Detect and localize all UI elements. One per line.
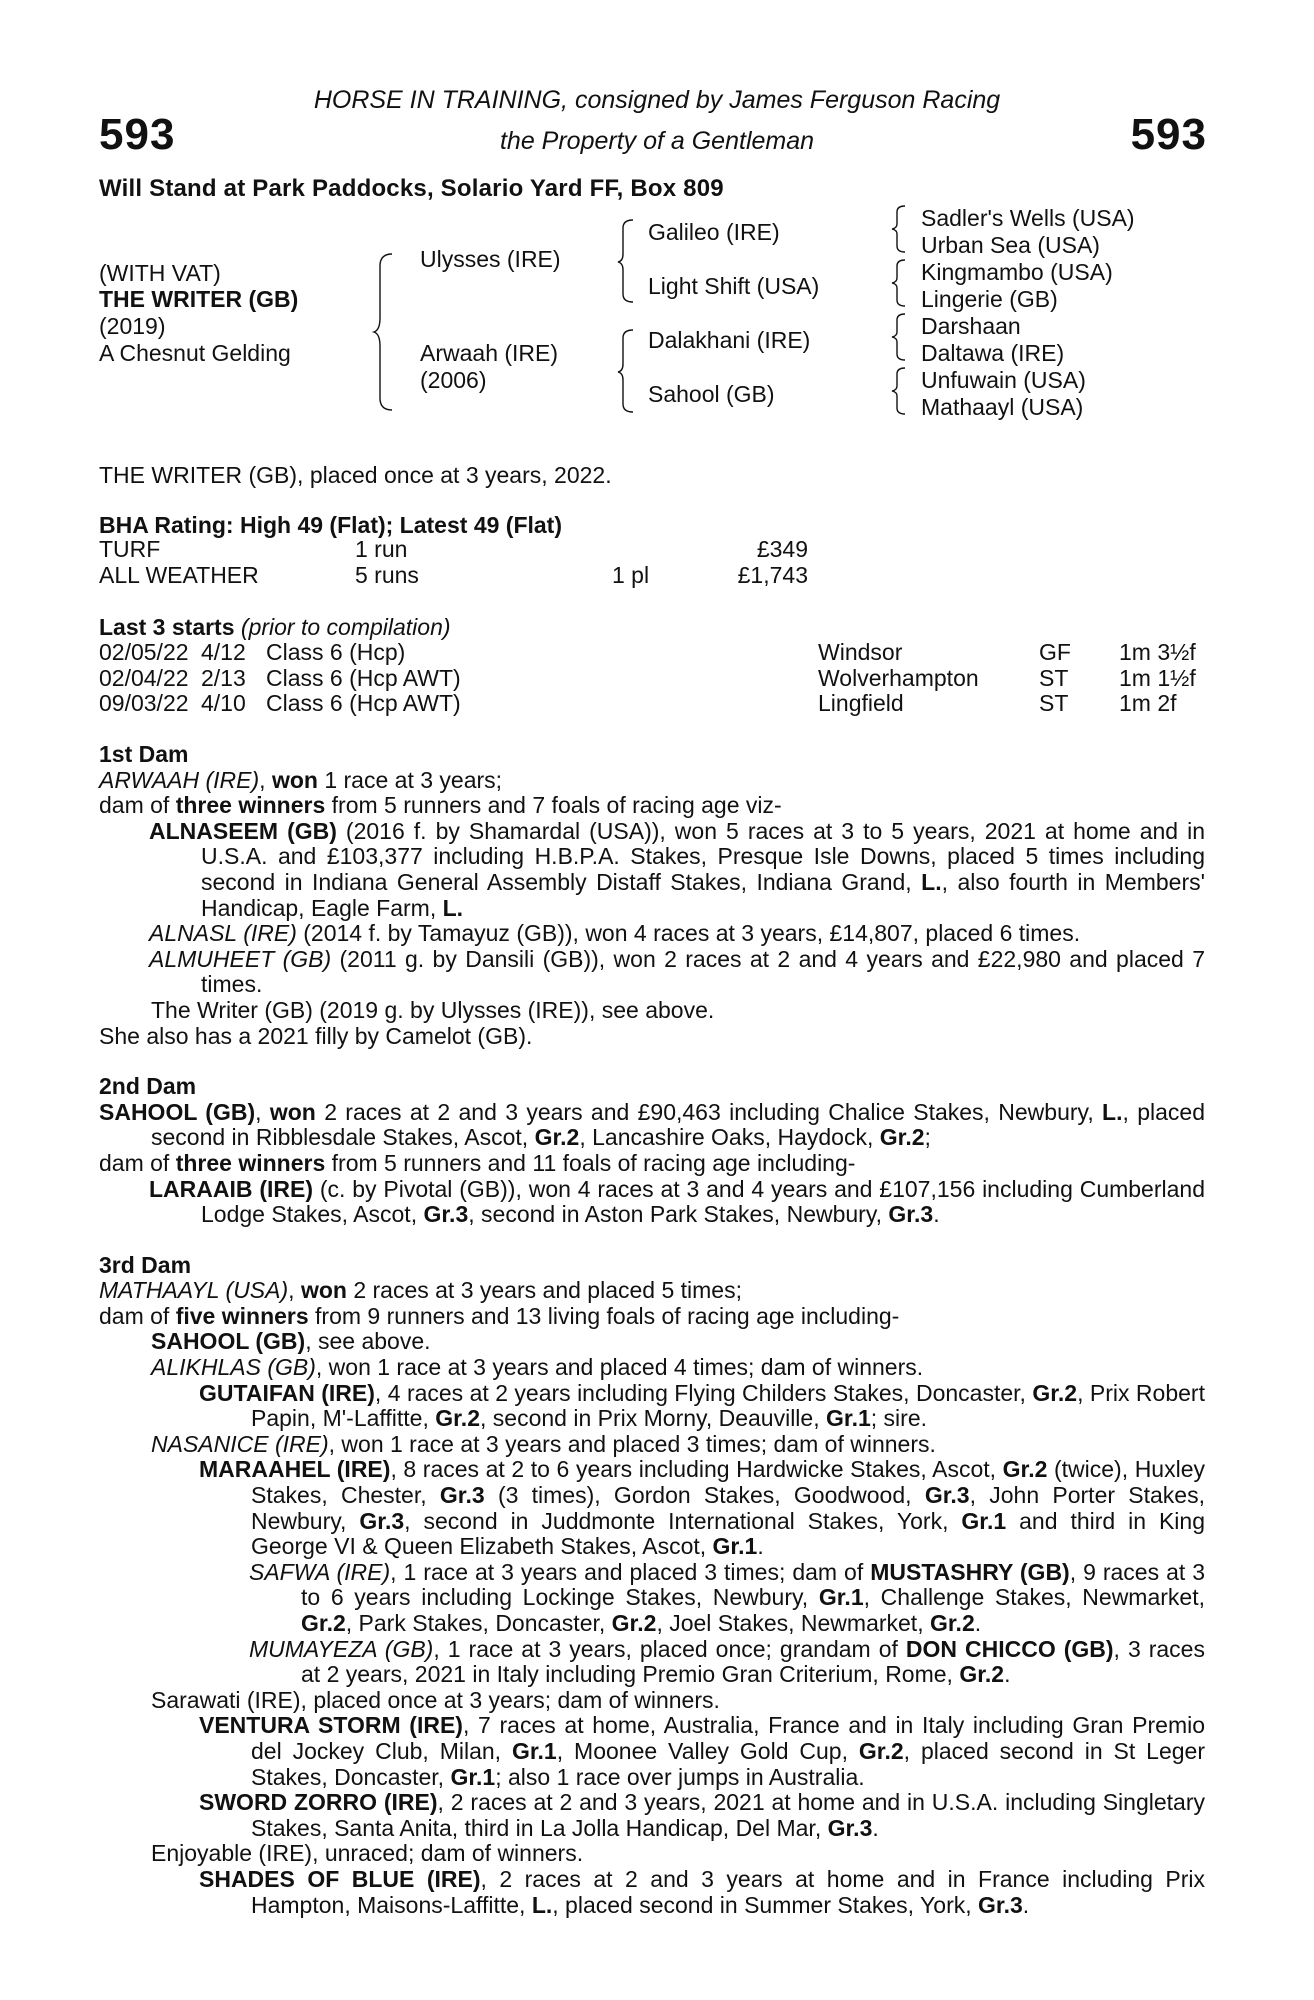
second-dam-line: SAHOOL (GB), won 2 races at 2 and 3 years and £90,463 including Chalice Stakes, Newbury, L., placed second in Ribblesdale Stakes, Ascot, Gr.2, Lancashire Oaks, Haydock, Gr.2; [99,1098,1205,1151]
produce-enjoyable: Enjoyable (IRE), unraced; dam of winners. [151,1840,584,1867]
group-label: Gr.2 [1032,1379,1078,1406]
produce-alnaseem [99,819,1205,921]
ventura-text: , Moonee Valley Gold Cup, [556,1737,859,1764]
group-label: Gr.3 [423,1201,469,1228]
going-cell: ST [1039,690,1069,717]
produce-rest: from 9 runners and 13 living foals of racing age including- [308,1302,900,1329]
group-label: Gr.3 [978,1891,1023,1918]
safwa-text: , Challenge Stakes, Newmarket, [863,1584,1205,1611]
group-label: Gr.2 [858,1737,904,1764]
surface-cell: ALL WEATHER [99,561,259,588]
pedigree-brace-g4 [890,366,908,416]
earnings-table [99,537,808,588]
second-dam-text4: ; [924,1124,931,1151]
produce-sahool [99,1329,1205,1355]
consignment-line: HORSE IN TRAINING, consigned by James Ferguson Racing [313,86,1001,114]
first-dam-name: ARWAAH (IRE) [99,766,260,793]
produce-prefix: dam of [99,1149,176,1176]
second-dam-text2: , placed second in Ribblesdale Stakes, Ascot, [151,1098,1205,1151]
gutaifan-text4: ; sire. [870,1405,927,1432]
gutaifan-text3: , second in Prix Morny, Deauville, [480,1405,826,1432]
first-dam-produce [99,793,1205,819]
third-dam-produce [99,1304,1205,1330]
position-cell: 4/10 [201,690,246,717]
group-label: Gr.3 [827,1814,873,1841]
group-label: Gr.3 [439,1482,485,1509]
maraahel-text: , 8 races at 2 to 6 years including Hardwicke Stakes, Ascot, [390,1456,1003,1483]
winners-count: three winners [175,1149,326,1176]
going-cell: ST [1039,664,1069,691]
group-label: Gr.3 [359,1507,405,1534]
produce-alikhlas [99,1355,1205,1381]
sire: Ulysses (IRE) [420,246,561,272]
group-label: Gr.2 [301,1610,346,1636]
ancestor-1: Sadler's Wells (USA) [921,205,1135,231]
last-starts-table [99,640,1196,717]
second-dam-text3: , Lancashire Oaks, Haydock, [579,1124,880,1151]
group-label: Gr.1 [712,1533,758,1560]
produce-prefix: dam of [99,792,176,819]
race-summary: THE WRITER (GB), placed once at 3 years, 2022. [99,462,612,488]
maraahel-text: (twice), Huxley Stakes, Chester, [251,1456,1205,1509]
second-dam-produce [99,1151,1205,1177]
first-dam-record: 1 race at 3 years; [317,766,503,793]
produce-nasanice [99,1432,1205,1458]
winners-count: three winners [175,792,326,819]
shades-text: , 2 races at 2 and 3 years at home and in France including Prix Hampton, Maisons-Laffitte, [251,1865,1205,1918]
pedigree-brace-sire [616,218,636,304]
race-cell: Class 6 (Hcp AWT) [266,664,461,691]
last-starts-subtitle: (prior to compilation) [240,614,451,640]
produce-gutaifan [99,1381,1205,1432]
ventura-text: , placed second in St Leger Stakes, Doncaster, [251,1737,1205,1790]
group-label: Gr.1 [826,1405,871,1432]
lot-number-left: 593 [99,110,176,159]
sentence-end: . [933,1201,940,1228]
group-label: Gr.2 [435,1405,480,1432]
ancestor-8: Mathaayl (USA) [921,394,1084,420]
date-cell: 02/05/22 [99,639,189,665]
position-cell: 2/13 [201,664,246,691]
table-row [99,691,1196,717]
produce-ventura-storm [99,1713,1205,1790]
last-starts-title: Last 3 starts [99,614,235,640]
group-label: Gr.2 [959,1661,1005,1688]
sentence-end: . [1022,1891,1030,1918]
second-dam-name: SAHOOL (GB) [99,1098,256,1125]
produce-sarawati: Sarawati (IRE), placed once at 3 years; dam of winners. [151,1686,720,1713]
mumayeza-text: , 3 races at 2 years, 2021 in Italy including Premio Gran Criterium, Rome, [301,1635,1205,1688]
group-label: Gr.3 [924,1482,970,1509]
maraahel-text: , John Porter Stakes, Newbury, [251,1482,1205,1534]
alnaseem-text2: , also fourth in Members' Handicap, Eagle Farm, [201,868,1205,921]
listed-label: L. [1102,1098,1123,1125]
sentence-end: . [757,1533,764,1560]
group-label: Gr.1 [450,1763,496,1790]
pedigree-brace-g2 [890,258,908,308]
group-label: Gr.2 [929,1610,975,1636]
going-cell: GF [1039,639,1071,665]
ancestor-6: Daltawa (IRE) [921,340,1065,366]
sire-sire: Galileo (IRE) [648,219,780,245]
horse-year: (2019) [99,313,166,339]
pedigree-brace-dam [616,328,636,414]
don-chicco-name: DON CHICCO (GB) [905,1635,1114,1662]
produce-almuheet [99,947,1205,998]
ancestor-3: Kingmambo (USA) [921,259,1113,285]
maraahel-text: (3 times), Gordon Stakes, Goodwood, [484,1482,925,1509]
bha-rating: BHA Rating: High 49 (Flat); Latest 49 (Flat) [99,512,562,538]
group-label: Gr.2 [611,1610,657,1636]
gutaifan-name: GUTAIFAN (IRE) [199,1379,375,1406]
course-cell: Wolverhampton [818,664,979,691]
produce-prefix: dam of [99,1302,176,1329]
surface-cell: TURF [99,536,161,562]
date-cell: 02/04/22 [99,664,189,691]
ventura-text: , 7 races at home, Australia, France and in Italy including Gran Premio del Jockey Club, Milan, [251,1712,1205,1764]
pedigree-brace-g3 [890,312,908,362]
runs-cell: 5 runs [355,561,419,588]
produce-safwa [99,1560,1205,1637]
third-dam-name: MATHAAYL (USA) [99,1277,289,1304]
race-cell: Class 6 (Hcp AWT) [266,690,461,717]
mustashry-name: MUSTASHRY (GB) [870,1558,1070,1585]
sahool-text: , see above. [305,1328,431,1355]
almuheet-name: ALMUHEET (GB) [149,945,332,972]
laraaib-name: LARAAIB (IRE) [149,1175,313,1202]
group-label: Gr.1 [961,1507,1007,1534]
distance-cell: 1m 3½f [1119,639,1196,665]
mumayeza-name: MUMAYEZA (GB) [249,1635,434,1662]
alikhlas-text: , won 1 race at 3 years and placed 4 times; dam of winners. [315,1354,924,1381]
sword-zorro-name: SWORD ZORRO (IRE) [199,1789,438,1816]
sentence-end: . [974,1610,982,1636]
shades-of-blue-name: SHADES OF BLUE (IRE) [199,1865,481,1892]
shades-text: , placed second in Summer Stakes, York, [552,1891,979,1918]
horse-description: A Chesnut Gelding [99,340,291,366]
first-dam-title: 1st Dam [99,741,189,767]
placed-cell [612,537,702,563]
safwa-text: , 1 race at 3 years and placed 3 times; dam of [390,1558,871,1585]
vat-label: (WITH VAT) [99,260,221,286]
third-dam-title: 3rd Dam [99,1251,192,1278]
position-cell: 4/12 [201,639,246,665]
runs-cell: 1 run [355,536,408,562]
produce-shades-of-blue [99,1867,1205,1918]
gutaifan-text: , 4 races at 2 years including Flying Childers Stakes, Doncaster, [374,1379,1033,1406]
produce-the-writer: The Writer (GB) (2019 g. by Ulysses (IRE)), see above. [151,996,715,1023]
mumayeza-text: , 1 race at 3 years, placed once; grandam of [433,1635,906,1662]
group-label: Gr.1 [511,1737,557,1764]
ancestor-4: Lingerie (GB) [921,286,1058,312]
second-dam-title: 2nd Dam [99,1073,197,1100]
dam: Arwaah (IRE) [420,340,559,366]
group-label: Gr.2 [534,1124,580,1151]
earnings-cell: £349 [756,536,808,562]
produce-rest: from 5 runners and 11 foals of racing age including- [325,1149,856,1176]
last-starts-heading [99,614,451,641]
pedigree-brace-main [372,252,396,412]
group-label: Gr.1 [818,1584,864,1611]
stand-location: Will Stand at Park Paddocks, Solario Yard FF, Box 809 [99,175,724,202]
alnasl-text: (2014 f. by Tamayuz (GB)), won 4 races at 3 years, £14,807, placed 6 times. [296,920,1081,947]
pedigree-brace-g1 [890,204,908,254]
earnings-cell: £1,743 [737,561,808,588]
dam-sire: Dalakhani (IRE) [648,327,811,353]
family-body [99,742,1205,1918]
nasanice-text: , won 1 race at 3 years and placed 3 times; dam of winners. [328,1430,936,1457]
won-label: won [300,1277,347,1304]
produce-rest: from 5 runners and 7 foals of racing age viz- [325,792,782,819]
won-label: won [269,1098,316,1125]
ancestor-7: Unfuwain (USA) [921,367,1086,393]
dam-dam: Sahool (GB) [648,381,775,407]
distance-cell: 1m 1½f [1119,664,1196,691]
sire-dam: Light Shift (USA) [648,273,820,299]
ancestor-2: Urban Sea (USA) [921,232,1100,258]
won-label: won [271,766,318,793]
safwa-text: , Joel Stakes, Newmarket, [656,1610,930,1636]
table-row [99,666,1196,692]
maraahel-name: MARAAHEL (IRE) [199,1456,391,1483]
course-cell: Lingfield [818,690,904,717]
horse-name: THE WRITER (GB) [99,286,299,312]
produce-maraahel [99,1457,1205,1559]
produce-laraaib [99,1177,1205,1228]
third-dam-text1: 2 races at 3 years and placed 5 times; [346,1277,742,1304]
sahool-name: SAHOOL (GB) [151,1328,306,1355]
property-line: the Property of a Gentleman [499,127,815,155]
lot-number-right: 593 [1130,110,1207,159]
produce-alnasl [99,921,1205,947]
course-cell: Windsor [818,639,903,665]
second-dam-text1: 2 races at 2 and 3 years and £90,463 including Chalice Stakes, Newbury, [315,1098,1103,1125]
ventura-text: ; also 1 race over jumps in Australia. [495,1763,865,1790]
date-cell: 09/03/22 [99,690,189,717]
ancestor-5: Darshaan [921,313,1021,339]
sentence-end: . [872,1814,879,1841]
distance-cell: 1m 2f [1119,690,1177,717]
alnaseem-text: (2016 f. by Shamardal (USA)), won 5 races at 3 to 5 years, 2021 at home and in U.S.A. and £103,377 including H.B.P.A. Stakes, Presque Isle Downs, placed 5 times including second in Indiana General Assembly Distaff Stakes, Indiana Grand, [201,817,1205,895]
listed-label: L. [921,868,942,895]
placed-cell: 1 pl [612,561,650,588]
third-dam-line: MATHAAYL (USA), won 2 races at 3 years and placed 5 times; [99,1277,742,1304]
nasanice-name: NASANICE (IRE) [151,1430,329,1457]
gutaifan-text2: , Prix Robert Papin, M'-Laffitte, [251,1379,1205,1432]
table-row [99,537,808,563]
ventura-storm-name: VENTURA STORM (IRE) [199,1712,463,1739]
produce-sword-zorro [99,1790,1205,1841]
group-label: Gr.2 [879,1124,925,1151]
laraaib-text2: , second in Aston Park Stakes, Newbury, [468,1201,889,1228]
maraahel-text: , second in Juddmonte International Stakes, York, [404,1507,962,1534]
race-cell: Class 6 (Hcp) [266,639,406,665]
laraaib-text: (c. by Pivotal (GB)), won 4 races at 3 and 4 years and £107,156 including Cumberland Lodge Stakes, Ascot, [201,1175,1205,1228]
table-row [99,563,808,589]
sentence-end: . [1004,1661,1011,1688]
alikhlas-name: ALIKHLAS (GB) [151,1354,316,1381]
produce-mumayeza [99,1637,1205,1688]
group-label: Gr.2 [1002,1456,1048,1483]
produce-filly: She also has a 2021 filly by Camelot (GB). [99,1022,533,1049]
alnasl-name: ALNASL (IRE) [149,920,297,947]
winners-count: five winners [175,1302,309,1329]
listed-label: L. [531,1891,553,1918]
maraahel-text: and third in King George VI & Queen Elizabeth Stakes, Ascot, [251,1507,1205,1560]
first-dam-line: ARWAAH (IRE), won 1 race at 3 years; [99,766,503,793]
almuheet-text: (2011 g. by Dansili (GB)), won 2 races at 2 and 4 years and £22,980 and placed 7 times. [201,945,1205,998]
safwa-text: , Park Stakes, Doncaster, [345,1610,612,1636]
listed-label: L. [442,894,464,921]
alnaseem-name: ALNASEEM (GB) [149,817,337,844]
group-label: Gr.3 [888,1201,934,1228]
sword-text: , 2 races at 2 and 3 years, 2021 at home and in U.S.A. including Singletary Stakes, Santa Anita, third in La Jolla Handicap, Del Mar, [251,1789,1205,1841]
dam-year: (2006) [420,367,487,393]
safwa-name: SAFWA (IRE) [249,1558,391,1585]
safwa-text: , 9 races at 3 to 6 years including Lockinge Stakes, Newbury, [301,1558,1206,1611]
table-row [99,640,1196,666]
